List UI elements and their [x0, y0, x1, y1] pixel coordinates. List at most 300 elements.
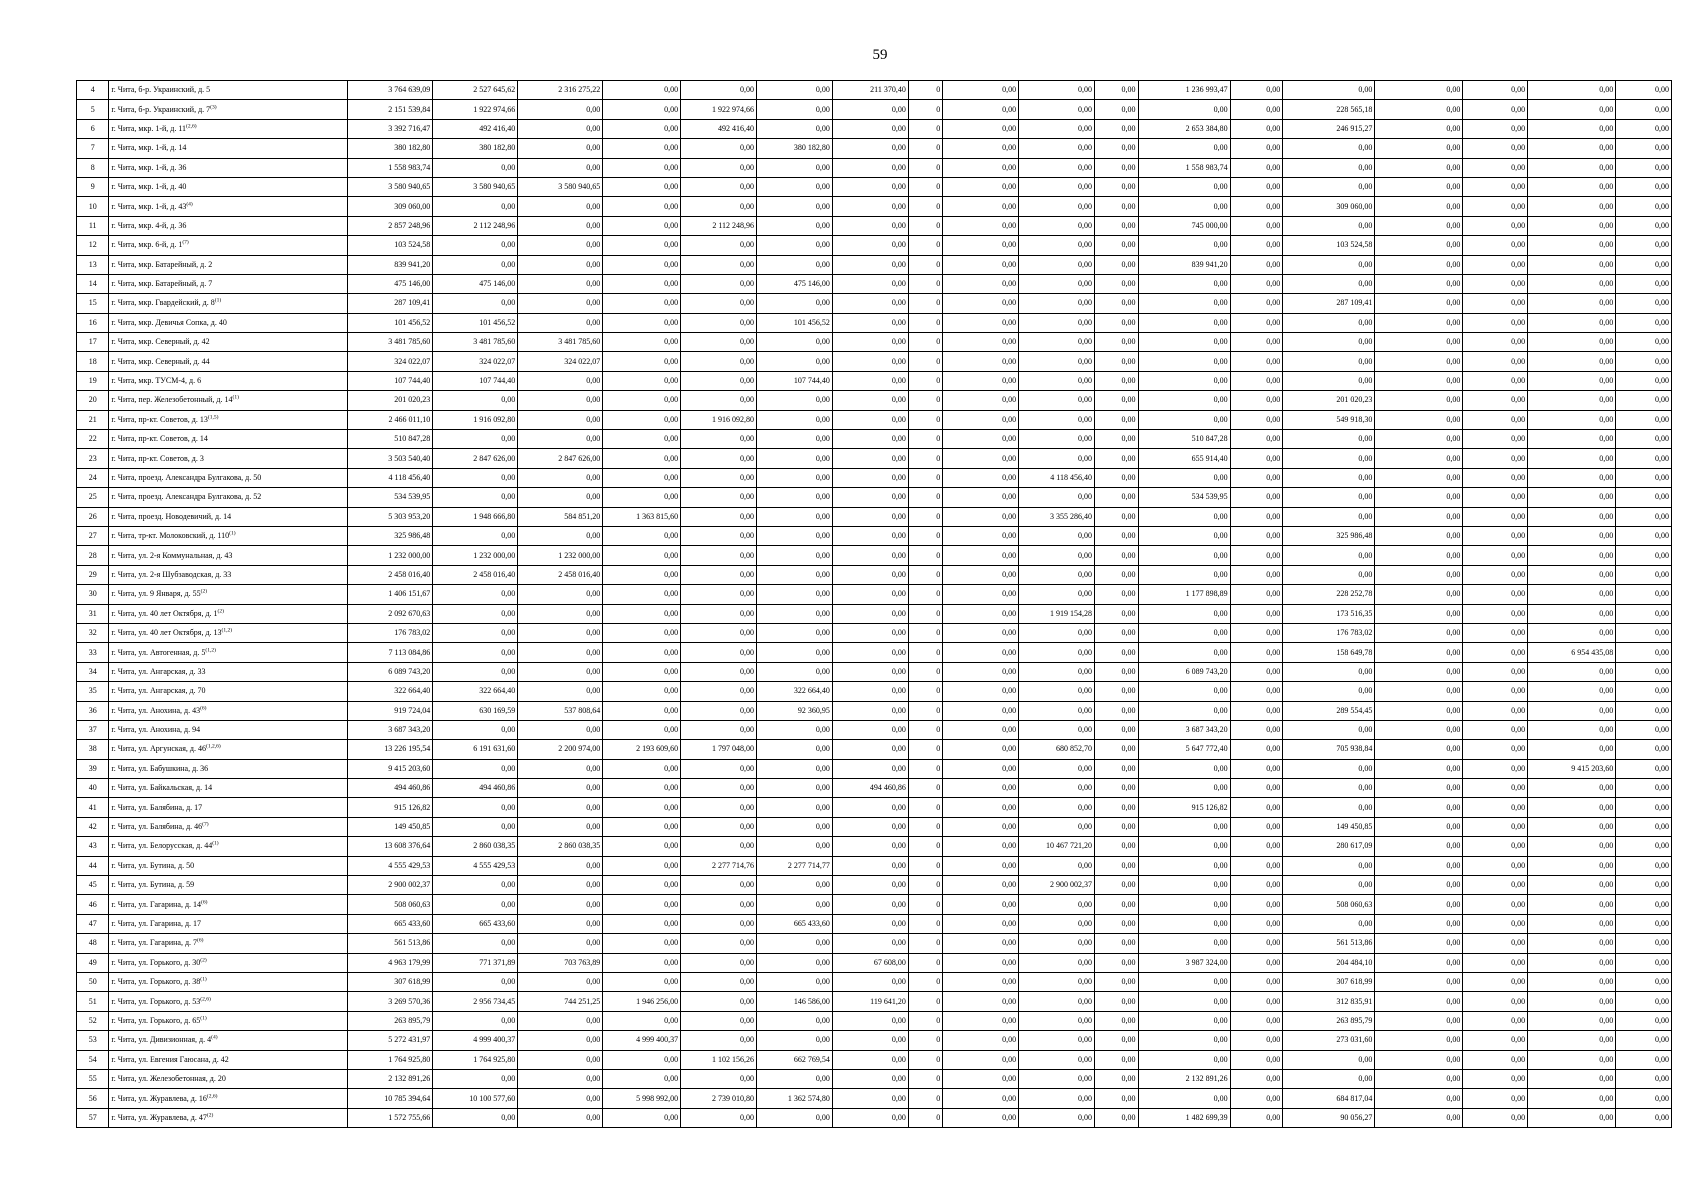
- value-cell: 325 986,48: [348, 526, 433, 545]
- address-cell: [109, 817, 348, 836]
- table-row: [77, 216, 1672, 235]
- value-cell: 0: [908, 740, 942, 759]
- value-cell: 839 941,20: [1138, 255, 1230, 274]
- row-number: 25: [77, 488, 109, 507]
- value-cell: 273 031,60: [1283, 1031, 1375, 1050]
- value-cell: 0,00: [1095, 255, 1139, 274]
- value-cell: 0,00: [832, 1011, 908, 1030]
- value-cell: 0,00: [1375, 1108, 1463, 1127]
- value-cell: 0,00: [681, 391, 757, 410]
- value-cell: 0,00: [1528, 313, 1616, 332]
- row-number: 28: [77, 546, 109, 565]
- value-cell: 744 251,25: [518, 992, 603, 1011]
- value-cell: 771 371,89: [433, 953, 518, 972]
- value-cell: 0,00: [1230, 585, 1283, 604]
- address-cell: [109, 876, 348, 895]
- address-cell: [109, 488, 348, 507]
- value-cell: 0,00: [1095, 158, 1139, 177]
- address-text: г. Чита, мкр. Батарейный, д. 7: [111, 279, 213, 289]
- value-cell: 0,00: [1463, 430, 1528, 449]
- value-cell: 0,00: [943, 817, 1019, 836]
- value-cell: 0,00: [1230, 759, 1283, 778]
- value-cell: 0: [908, 100, 942, 119]
- value-cell: 915 126,82: [348, 798, 433, 817]
- value-cell: 2 956 734,45: [433, 992, 518, 1011]
- value-cell: 0,00: [1528, 1050, 1616, 1069]
- value-cell: 0,00: [681, 565, 757, 584]
- row-number: 19: [77, 371, 109, 390]
- value-cell: 0,00: [1283, 430, 1375, 449]
- value-cell: 0,00: [1095, 139, 1139, 158]
- value-cell: 0,00: [1138, 546, 1230, 565]
- value-cell: 0,00: [1528, 488, 1616, 507]
- value-cell: 0,00: [832, 1108, 908, 1127]
- value-cell: 0,00: [832, 720, 908, 739]
- value-cell: 0,00: [1616, 779, 1672, 798]
- value-cell: 0,00: [1283, 158, 1375, 177]
- value-cell: 287 109,41: [1283, 294, 1375, 313]
- value-cell: 0,00: [1463, 798, 1528, 817]
- value-cell: 0,00: [681, 352, 757, 371]
- address-cell: [109, 759, 348, 778]
- value-cell: 0,00: [1463, 274, 1528, 293]
- value-cell: 0: [908, 682, 942, 701]
- value-cell: 0,00: [1095, 430, 1139, 449]
- value-cell: 584 851,20: [518, 507, 603, 526]
- address-text: г. Чита, ул. Гагарина, д. 7: [111, 938, 198, 948]
- value-cell: 0,00: [1463, 410, 1528, 429]
- value-cell: 0,00: [1375, 1089, 1463, 1108]
- value-cell: 0,00: [1019, 565, 1095, 584]
- value-cell: 0,00: [433, 759, 518, 778]
- table-row: [77, 236, 1672, 255]
- value-cell: 0,00: [1230, 934, 1283, 953]
- address-text: г. Чита, мкр. 1-й, д. 43: [111, 201, 187, 211]
- address-text: г. Чита, ул. 40 лет Октября, д. 1: [111, 608, 218, 618]
- value-cell: 0,00: [1528, 779, 1616, 798]
- table-row: [77, 333, 1672, 352]
- table-row: [77, 488, 1672, 507]
- value-cell: 0,00: [681, 992, 757, 1011]
- table-row: [77, 565, 1672, 584]
- row-number: 39: [77, 759, 109, 778]
- table-row: [77, 585, 1672, 604]
- value-cell: 0,00: [1095, 1050, 1139, 1069]
- table-row: [77, 779, 1672, 798]
- table-row: [77, 81, 1672, 100]
- value-cell: 0,00: [1019, 992, 1095, 1011]
- value-cell: 0,00: [1375, 953, 1463, 972]
- table-row: [77, 1050, 1672, 1069]
- value-cell: 0,00: [1019, 914, 1095, 933]
- value-cell: 0,00: [1019, 352, 1095, 371]
- value-cell: 0,00: [943, 488, 1019, 507]
- value-cell: 0,00: [1463, 992, 1528, 1011]
- table-row: [77, 1089, 1672, 1108]
- value-cell: 561 513,86: [348, 934, 433, 953]
- value-cell: 0,00: [757, 410, 833, 429]
- value-cell: 0,00: [1095, 817, 1139, 836]
- value-cell: 0,00: [1230, 837, 1283, 856]
- value-cell: 0,00: [1230, 371, 1283, 390]
- value-cell: 0,00: [1283, 507, 1375, 526]
- table-row: [77, 876, 1672, 895]
- value-cell: 119 641,20: [832, 992, 908, 1011]
- value-cell: 0,00: [1095, 604, 1139, 623]
- value-cell: 0,00: [1095, 856, 1139, 875]
- value-cell: 0,00: [1138, 604, 1230, 623]
- value-cell: 0,00: [1230, 779, 1283, 798]
- value-cell: 0: [908, 1108, 942, 1127]
- value-cell: 176 783,02: [1283, 623, 1375, 642]
- value-cell: 0,00: [603, 333, 681, 352]
- value-cell: 0,00: [1463, 720, 1528, 739]
- value-cell: 0,00: [1463, 623, 1528, 642]
- table-row: [77, 430, 1672, 449]
- value-cell: 0,00: [1230, 662, 1283, 681]
- footnote-mark: (7): [182, 239, 189, 246]
- value-cell: 0,00: [1375, 934, 1463, 953]
- value-cell: 0,00: [1375, 313, 1463, 332]
- value-cell: 322 664,40: [433, 682, 518, 701]
- value-cell: 0,00: [832, 876, 908, 895]
- address-cell: [109, 1011, 348, 1030]
- address-text: г. Чита, ул. Горького, д. 38: [111, 977, 201, 987]
- value-cell: 0,00: [1616, 585, 1672, 604]
- value-cell: 0,00: [1095, 798, 1139, 817]
- value-cell: 3 987 324,00: [1138, 953, 1230, 972]
- value-cell: 3 355 286,40: [1019, 507, 1095, 526]
- value-cell: 0,00: [1463, 197, 1528, 216]
- value-cell: 0,00: [943, 139, 1019, 158]
- value-cell: 0,00: [1375, 274, 1463, 293]
- value-cell: 0,00: [1463, 837, 1528, 856]
- row-number: 22: [77, 430, 109, 449]
- footnote-mark: (7): [202, 821, 209, 828]
- value-cell: 0,00: [1138, 236, 1230, 255]
- value-cell: 0,00: [757, 526, 833, 545]
- value-cell: 324 022,07: [433, 352, 518, 371]
- value-cell: 2 458 016,40: [518, 565, 603, 584]
- value-cell: 0,00: [757, 585, 833, 604]
- value-cell: 0,00: [1528, 410, 1616, 429]
- value-cell: 0,00: [1375, 623, 1463, 642]
- value-cell: 0,00: [1283, 662, 1375, 681]
- value-cell: 0,00: [603, 526, 681, 545]
- value-cell: 228 252,78: [1283, 585, 1375, 604]
- value-cell: 0,00: [1375, 837, 1463, 856]
- row-number: 55: [77, 1069, 109, 1088]
- value-cell: 0,00: [1019, 371, 1095, 390]
- address-text: г. Чита, ул. 2-я Коммунальная, д. 43: [111, 550, 233, 560]
- address-cell: [109, 371, 348, 390]
- footnote-mark: (1,2,6): [205, 743, 221, 750]
- value-cell: 0,00: [1463, 1089, 1528, 1108]
- address-cell: [109, 1108, 348, 1127]
- value-cell: 0,00: [1463, 740, 1528, 759]
- address-cell: [109, 604, 348, 623]
- value-cell: 324 022,07: [518, 352, 603, 371]
- value-cell: 90 056,27: [1283, 1108, 1375, 1127]
- value-cell: 0,00: [1019, 216, 1095, 235]
- value-cell: 0,00: [433, 604, 518, 623]
- address-cell: [109, 1069, 348, 1088]
- value-cell: 0,00: [1019, 720, 1095, 739]
- value-cell: 0,00: [943, 1031, 1019, 1050]
- value-cell: 1 919 154,28: [1019, 604, 1095, 623]
- value-cell: 0,00: [1138, 1011, 1230, 1030]
- table-row: [77, 274, 1672, 293]
- value-cell: 0,00: [1095, 682, 1139, 701]
- value-cell: 0,00: [1230, 604, 1283, 623]
- value-cell: 0,00: [1375, 119, 1463, 138]
- value-cell: 0,00: [1375, 585, 1463, 604]
- value-cell: 3 580 940,65: [433, 177, 518, 196]
- value-cell: 0: [908, 623, 942, 642]
- value-cell: 0,00: [1463, 391, 1528, 410]
- value-cell: 0,00: [1463, 119, 1528, 138]
- value-cell: 0,00: [1138, 371, 1230, 390]
- value-cell: 0,00: [518, 294, 603, 313]
- address-text: г. Чита, ул. Горького, д. 53: [111, 996, 201, 1006]
- address-text: г. Чита, ул. Балябина, д. 17: [111, 802, 203, 812]
- value-cell: 0,00: [1019, 817, 1095, 836]
- row-number: 45: [77, 876, 109, 895]
- value-cell: 0,00: [943, 1108, 1019, 1127]
- address-text: г. Чита, проезд. Александра Булгакова, д. 50: [111, 473, 262, 482]
- value-cell: 0,00: [943, 1089, 1019, 1108]
- value-cell: 0,00: [1463, 139, 1528, 158]
- value-cell: 655 914,40: [1138, 449, 1230, 468]
- value-cell: 0,00: [943, 546, 1019, 565]
- value-cell: 0,00: [1095, 643, 1139, 662]
- value-cell: 0,00: [832, 352, 908, 371]
- value-cell: 3 481 785,60: [348, 333, 433, 352]
- value-cell: 0,00: [832, 216, 908, 235]
- value-cell: 2 860 038,35: [433, 837, 518, 856]
- value-cell: 0,00: [518, 604, 603, 623]
- value-cell: 0,00: [681, 526, 757, 545]
- value-cell: 0,00: [433, 430, 518, 449]
- value-cell: 2 193 609,60: [603, 740, 681, 759]
- value-cell: 3 503 540,40: [348, 449, 433, 468]
- value-cell: 0,00: [943, 914, 1019, 933]
- address-text: г. Чита, ул. Горького, д. 65: [111, 1015, 201, 1025]
- value-cell: 0,00: [1616, 410, 1672, 429]
- value-cell: 0,00: [1095, 333, 1139, 352]
- value-cell: 101 456,52: [433, 313, 518, 332]
- value-cell: 0,00: [1230, 1089, 1283, 1108]
- value-cell: 0,00: [1528, 1108, 1616, 1127]
- value-cell: 0,00: [1463, 1108, 1528, 1127]
- value-cell: 2 316 275,22: [518, 81, 603, 100]
- value-cell: 0,00: [518, 468, 603, 487]
- value-cell: 0,00: [1019, 100, 1095, 119]
- value-cell: 4 118 456,40: [348, 468, 433, 487]
- address-text: г. Чита, ул. Дивизионная, д. 4: [111, 1035, 212, 1045]
- value-cell: 0,00: [1138, 391, 1230, 410]
- value-cell: 1 232 000,00: [433, 546, 518, 565]
- value-cell: 0,00: [1463, 856, 1528, 875]
- value-cell: 201 020,23: [1283, 391, 1375, 410]
- value-cell: 0,00: [1616, 1011, 1672, 1030]
- row-number: 17: [77, 333, 109, 352]
- value-cell: 0,00: [1616, 1069, 1672, 1088]
- value-cell: 0,00: [1019, 139, 1095, 158]
- footnote-mark: (4): [186, 200, 193, 207]
- value-cell: 0,00: [832, 468, 908, 487]
- value-cell: 0,00: [943, 876, 1019, 895]
- value-cell: 0,00: [1616, 992, 1672, 1011]
- value-cell: 0,00: [943, 371, 1019, 390]
- footnote-mark: (1): [232, 394, 239, 401]
- value-cell: 1 363 815,60: [603, 507, 681, 526]
- value-cell: 0,00: [1283, 856, 1375, 875]
- value-cell: 0,00: [1375, 216, 1463, 235]
- row-number: 8: [77, 158, 109, 177]
- value-cell: 2 847 626,00: [518, 449, 603, 468]
- value-cell: 2 112 248,96: [681, 216, 757, 235]
- table-row: [77, 449, 1672, 468]
- value-cell: 0,00: [1138, 274, 1230, 293]
- value-cell: 0,00: [1528, 817, 1616, 836]
- value-cell: 1 764 925,80: [433, 1050, 518, 1069]
- value-cell: 0,00: [1616, 139, 1672, 158]
- value-cell: 0,00: [1095, 1031, 1139, 1050]
- value-cell: 0,00: [1283, 468, 1375, 487]
- value-cell: 0,00: [832, 410, 908, 429]
- value-cell: 0,00: [518, 119, 603, 138]
- value-cell: 0,00: [1528, 546, 1616, 565]
- value-cell: 0,00: [603, 449, 681, 468]
- value-cell: 0,00: [943, 643, 1019, 662]
- address-text: г. Чита, пр-кт. Советов, д. 3: [111, 453, 204, 463]
- value-cell: 0,00: [681, 604, 757, 623]
- value-cell: 176 783,02: [348, 623, 433, 642]
- value-cell: 0,00: [433, 1069, 518, 1088]
- repair-cost-table: [76, 80, 1672, 1128]
- value-cell: 0,00: [433, 934, 518, 953]
- value-cell: 0,00: [518, 779, 603, 798]
- value-cell: 0,00: [681, 449, 757, 468]
- footnote-mark: (1): [229, 530, 236, 537]
- footnote-mark: (2,6): [186, 123, 197, 130]
- value-cell: 0,00: [832, 158, 908, 177]
- value-cell: 0,00: [1616, 1050, 1672, 1069]
- value-cell: 0,00: [1463, 876, 1528, 895]
- footnote-mark: (1): [200, 976, 207, 983]
- value-cell: 0,00: [1616, 100, 1672, 119]
- address-cell: [109, 1050, 348, 1069]
- address-text: г. Чита, ул. Железобетонная, д. 20: [111, 1074, 226, 1084]
- value-cell: 0,00: [1230, 313, 1283, 332]
- value-cell: 0,00: [1528, 856, 1616, 875]
- value-cell: 0,00: [1528, 953, 1616, 972]
- row-number: 35: [77, 682, 109, 701]
- value-cell: 0,00: [681, 895, 757, 914]
- table-row: [77, 468, 1672, 487]
- value-cell: 0,00: [1528, 1031, 1616, 1050]
- value-cell: 0,00: [757, 352, 833, 371]
- row-number: 24: [77, 468, 109, 487]
- value-cell: 0,00: [1019, 158, 1095, 177]
- value-cell: 0,00: [943, 837, 1019, 856]
- value-cell: 0,00: [1019, 430, 1095, 449]
- address-cell: [109, 934, 348, 953]
- value-cell: 0,00: [1528, 740, 1616, 759]
- value-cell: 10 785 394,64: [348, 1089, 433, 1108]
- value-cell: 0,00: [1230, 352, 1283, 371]
- value-cell: 2 857 248,96: [348, 216, 433, 235]
- value-cell: 0,00: [1463, 1050, 1528, 1069]
- value-cell: 0,00: [681, 197, 757, 216]
- value-cell: 0,00: [1375, 177, 1463, 196]
- value-cell: 0,00: [1528, 430, 1616, 449]
- value-cell: 0,00: [1375, 914, 1463, 933]
- value-cell: 0,00: [1528, 914, 1616, 933]
- value-cell: 322 664,40: [757, 682, 833, 701]
- value-cell: 0,00: [832, 701, 908, 720]
- value-cell: 0,00: [1528, 236, 1616, 255]
- value-cell: 0,00: [943, 972, 1019, 991]
- value-cell: 0,00: [943, 100, 1019, 119]
- value-cell: 0: [908, 817, 942, 836]
- value-cell: 0,00: [832, 391, 908, 410]
- row-number: 57: [77, 1108, 109, 1127]
- value-cell: 0,00: [1138, 565, 1230, 584]
- value-cell: 0,00: [1616, 953, 1672, 972]
- value-cell: 0,00: [757, 236, 833, 255]
- value-cell: 0,00: [832, 333, 908, 352]
- value-cell: 0,00: [1019, 236, 1095, 255]
- value-cell: 0,00: [1463, 1031, 1528, 1050]
- value-cell: 0,00: [1616, 197, 1672, 216]
- value-cell: 0,00: [518, 313, 603, 332]
- value-cell: 0,00: [1528, 565, 1616, 584]
- value-cell: 0,00: [1528, 81, 1616, 100]
- value-cell: 0: [908, 895, 942, 914]
- value-cell: 0,00: [518, 623, 603, 642]
- address-text: г. Чита, мкр. Гвардейский, д. 8: [111, 298, 215, 308]
- value-cell: 0,00: [1528, 662, 1616, 681]
- value-cell: 0,00: [832, 430, 908, 449]
- value-cell: 0,00: [1528, 294, 1616, 313]
- value-cell: 0,00: [1528, 1089, 1616, 1108]
- value-cell: 0,00: [1616, 934, 1672, 953]
- value-cell: 0,00: [1095, 585, 1139, 604]
- value-cell: 0,00: [1375, 488, 1463, 507]
- value-cell: 0,00: [1019, 643, 1095, 662]
- value-cell: 0,00: [681, 720, 757, 739]
- value-cell: 0,00: [1095, 274, 1139, 293]
- value-cell: 0: [908, 313, 942, 332]
- value-cell: 0,00: [757, 876, 833, 895]
- value-cell: 0,00: [943, 934, 1019, 953]
- value-cell: 0,00: [1616, 798, 1672, 817]
- value-cell: 0,00: [1463, 779, 1528, 798]
- value-cell: 0,00: [1616, 682, 1672, 701]
- value-cell: 745 000,00: [1138, 216, 1230, 235]
- value-cell: 0,00: [1375, 972, 1463, 991]
- value-cell: 0,00: [1283, 914, 1375, 933]
- table-row: [77, 992, 1672, 1011]
- value-cell: 0,00: [603, 236, 681, 255]
- value-cell: 0,00: [943, 604, 1019, 623]
- value-cell: 6 191 631,60: [433, 740, 518, 759]
- address-text: г. Чита, мкр. 1-й, д. 36: [111, 162, 187, 172]
- value-cell: 0,00: [1375, 81, 1463, 100]
- value-cell: 0,00: [1138, 139, 1230, 158]
